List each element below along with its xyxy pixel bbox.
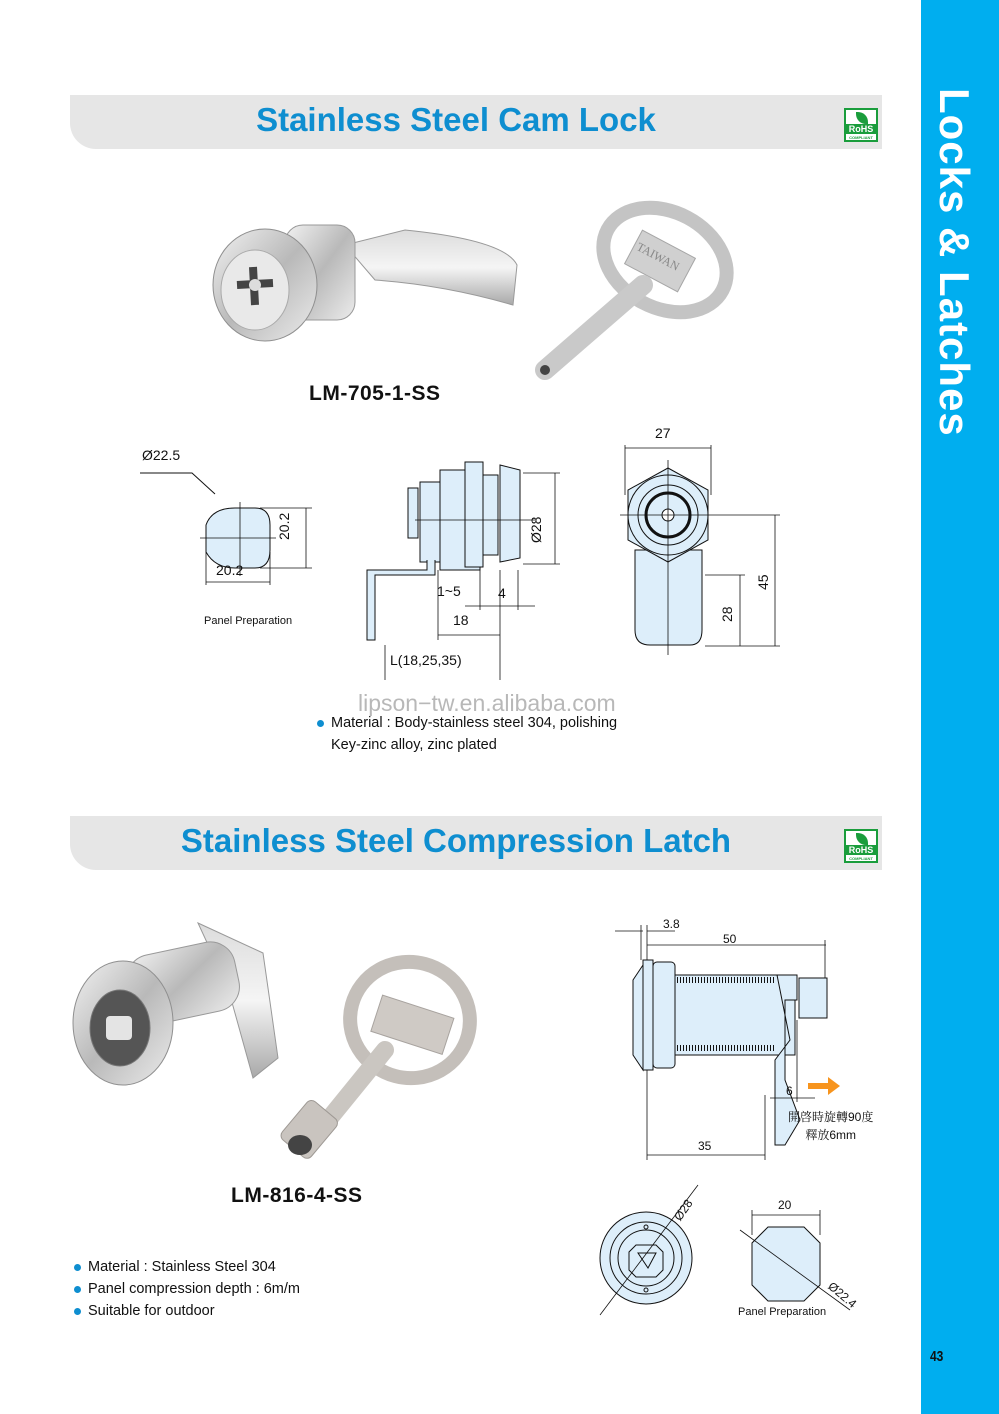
- model-number: LM-816-4-SS: [231, 1184, 363, 1207]
- model-number: LM-705-1-SS: [309, 382, 441, 405]
- compression-latch-photo: [68, 918, 298, 1088]
- dim-cam-length: L(18,25,35): [390, 652, 462, 668]
- front-view-diagram: [598, 1180, 718, 1320]
- dim-cam-offset: 35: [698, 1139, 712, 1153]
- watermark: lipson−tw.en.alibaba.com: [358, 690, 616, 716]
- dim-diameter: Ø22.5: [142, 447, 181, 463]
- section-title: Stainless Steel Compression Latch: [180, 822, 732, 859]
- panel-preparation-label: Panel Preparation: [738, 1306, 827, 1318]
- svg-text:TAIWAN: TAIWAN: [634, 239, 682, 274]
- rohs-badge: RoHS COMPLIANT: [844, 108, 878, 142]
- rohs-badge: RoHS COMPLIANT: [844, 829, 878, 863]
- arrow-right-icon: [808, 1077, 842, 1095]
- dim-height: 20.2: [276, 512, 292, 540]
- cam-lock-photo: [205, 205, 525, 355]
- category-title: Locks & Latches: [931, 88, 978, 437]
- spec-list: [72, 1256, 300, 1322]
- dim-diameter: Ø28: [671, 1196, 696, 1224]
- spec-list: [315, 712, 617, 756]
- rotation-note: 開啓時旋轉90度 釋放6mm: [788, 1110, 874, 1142]
- section-title: Stainless Steel Cam Lock: [256, 101, 656, 138]
- key-photo: [525, 190, 755, 390]
- side-view-diagram: [345, 460, 575, 680]
- page-number: 43: [930, 1348, 944, 1365]
- dim-grip-range: 1~5: [437, 583, 461, 599]
- key-photo: [280, 950, 500, 1160]
- dim-diameter: Ø22.4: [825, 1279, 860, 1311]
- dim-body-length: 18: [453, 612, 469, 628]
- dim-width: 20: [778, 1198, 792, 1212]
- spec-item: Suitable for outdoor: [72, 1300, 300, 1322]
- dim-diameter: Ø28: [528, 516, 544, 543]
- front-view-diagram: [620, 440, 790, 660]
- leaf-icon: [856, 833, 868, 845]
- section-header-cam-lock: [70, 95, 882, 149]
- dim-total-height: 45: [755, 574, 771, 590]
- leaf-icon: [856, 112, 868, 124]
- dim-flange: 4: [498, 585, 506, 601]
- dim-flange: 3.8: [663, 917, 680, 931]
- spec-item: Key-zinc alloy, zinc plated: [331, 737, 497, 753]
- dim-width: 20.2: [216, 562, 244, 578]
- spec-item: Panel compression depth : 6m/m: [72, 1278, 300, 1300]
- dim-compression: 6: [786, 1084, 793, 1098]
- dim-cam-height: 28: [719, 606, 735, 622]
- spec-item: Material : Body-stainless steel 304, polishing: [315, 712, 617, 734]
- spec-item: Material : Stainless Steel 304: [72, 1256, 300, 1278]
- dim-width: 27: [655, 425, 671, 441]
- dim-overall-length: 50: [723, 932, 737, 946]
- panel-preparation-label: Panel Preparation: [204, 615, 293, 627]
- section-header-compression-latch: [70, 816, 882, 870]
